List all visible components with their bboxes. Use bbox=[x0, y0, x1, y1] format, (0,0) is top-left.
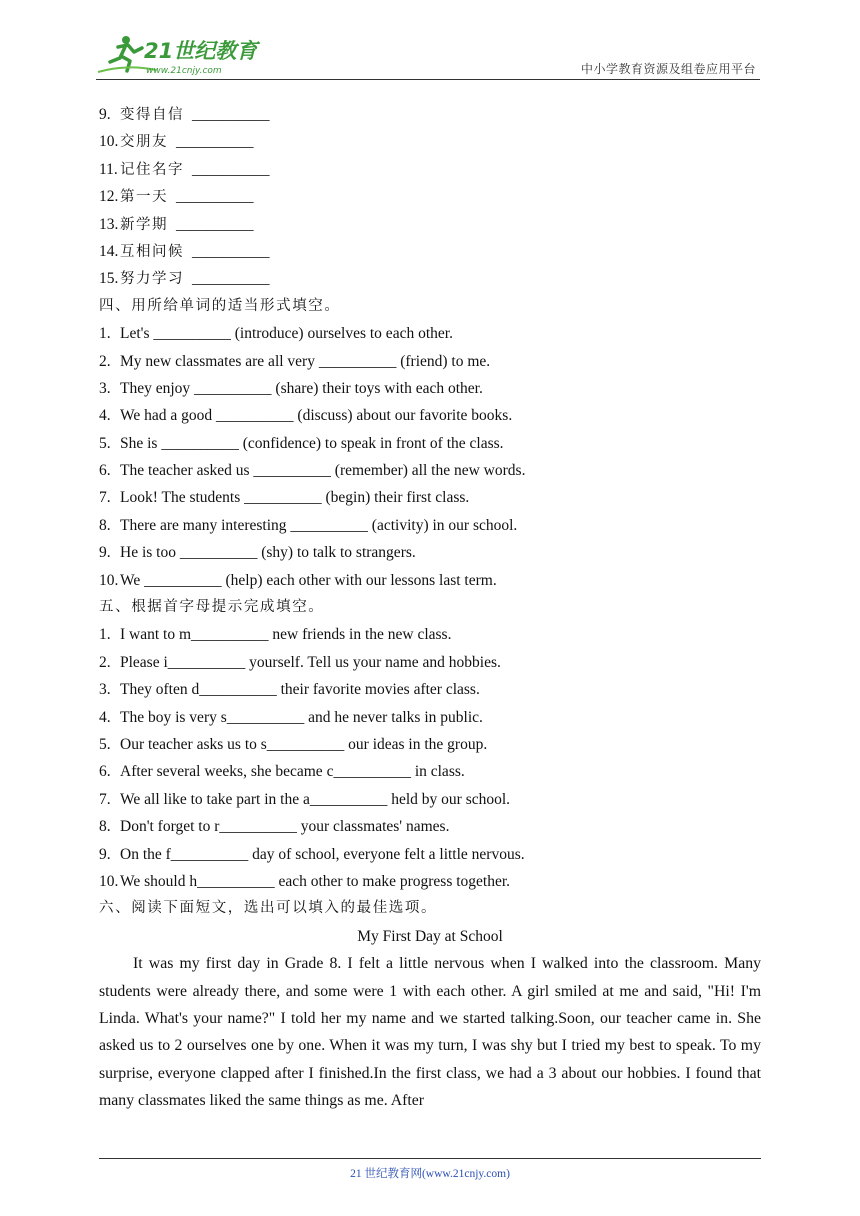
passage-body bbox=[99, 950, 761, 1114]
vocab-item: 15. 努力学习 __________ bbox=[99, 270, 270, 288]
exercise-item: 1. Let's __________ (introduce) ourselves to each other. bbox=[99, 325, 453, 343]
header-divider bbox=[96, 79, 760, 80]
section-6-title: 六、阅读下面短文，选出可以填入的最佳选项。 bbox=[99, 900, 438, 917]
exercise-item: 3. They often d__________ their favorite movies after class. bbox=[99, 681, 480, 699]
exercise-item: 6. After several weeks, she became c__________ in class. bbox=[99, 763, 465, 781]
exercise-item: 4. We had a good __________ (discuss) about our favorite books. bbox=[99, 407, 513, 425]
exercise-item: 10. We __________ (help) each other with our lessons last term. bbox=[99, 571, 497, 589]
vocab-item: 13. 新学期 __________ bbox=[99, 215, 254, 233]
logo-url-text: www.21cnjy.com bbox=[146, 66, 222, 76]
logo-text: 21世纪教育 bbox=[144, 39, 258, 63]
header-tagline: 中小学教育资源及组卷应用平台 bbox=[580, 62, 756, 76]
exercise-item: 8. Don't forget to r__________ your classmates' names. bbox=[99, 818, 450, 836]
exercise-item: 4. The boy is very s__________ and he never talks in public. bbox=[99, 708, 483, 726]
vocab-item: 9. 变得自信 __________ bbox=[99, 106, 270, 123]
vocab-item: 14. 互相问候 __________ bbox=[99, 242, 270, 260]
logo-21cnjy bbox=[96, 34, 266, 76]
exercise-item: 8. There are many interesting __________ (activity) in our school. bbox=[99, 516, 518, 534]
exercise-item: 1. I want to m__________ new friends in the new class. bbox=[99, 626, 452, 644]
section-5-title: 五、根据首字母提示完成填空。 bbox=[99, 599, 325, 616]
exercise-item: 10. We should h__________ each other to make progress together. bbox=[99, 872, 511, 890]
passage-title: My First Day at School bbox=[357, 927, 503, 945]
vocab-item: 11. 记住名字 __________ bbox=[99, 160, 270, 178]
exercise-item: 5. Our teacher asks us to s__________ our ideas in the group. bbox=[99, 735, 488, 753]
footer-text: 21 世纪教育网(www.21cnjy.com) bbox=[350, 1168, 510, 1180]
page-header bbox=[96, 34, 760, 80]
exercise-item: 2. My new classmates are all very __________ (friend) to me. bbox=[99, 352, 491, 370]
vocab-item: 10. 交朋友 __________ bbox=[99, 133, 254, 151]
exercise-item: 7. We all like to take part in the a__________ held by our school. bbox=[99, 790, 511, 808]
worksheet-content bbox=[99, 101, 761, 1115]
vocab-item: 12. 第一天 __________ bbox=[99, 188, 254, 206]
exercise-item: 6. The teacher asked us __________ (remember) all the new words. bbox=[99, 462, 526, 480]
exercise-item: 3. They enjoy __________ (share) their toys with each other. bbox=[99, 379, 483, 397]
exercise-item: 9. On the f__________ day of school, everyone felt a little nervous. bbox=[99, 845, 525, 863]
exercise-item: 9. He is too __________ (shy) to talk to strangers. bbox=[99, 544, 416, 562]
passage-paragraph: It was my first day in Grade 8. I felt a little nervous when I walked into the classroom. Many students were already there, and some were 1 with each other. A girl smiled at me and said, "Hi! I'm Linda. What's your name?" I told her my name and we started talking.Soon, our teacher came in. She asked us to 2 ourselves one by one. When it was my turn, I was shy but I tried my best to speak. To my surprise, everyone clapped after I finished.In the first class, we had a 3 about our hobbies. I found that many classmates liked the same things as me. After bbox=[99, 955, 761, 1110]
section-4-title: 四、用所给单词的适当形式填空。 bbox=[99, 297, 341, 314]
exercise-item: 7. Look! The students __________ (begin) their first class. bbox=[99, 489, 470, 507]
exercise-item: 2. Please i__________ yourself. Tell us your name and hobbies. bbox=[99, 653, 501, 671]
exercise-item: 5. She is __________ (confidence) to speak in front of the class. bbox=[99, 434, 504, 452]
footer-divider bbox=[99, 1158, 761, 1159]
